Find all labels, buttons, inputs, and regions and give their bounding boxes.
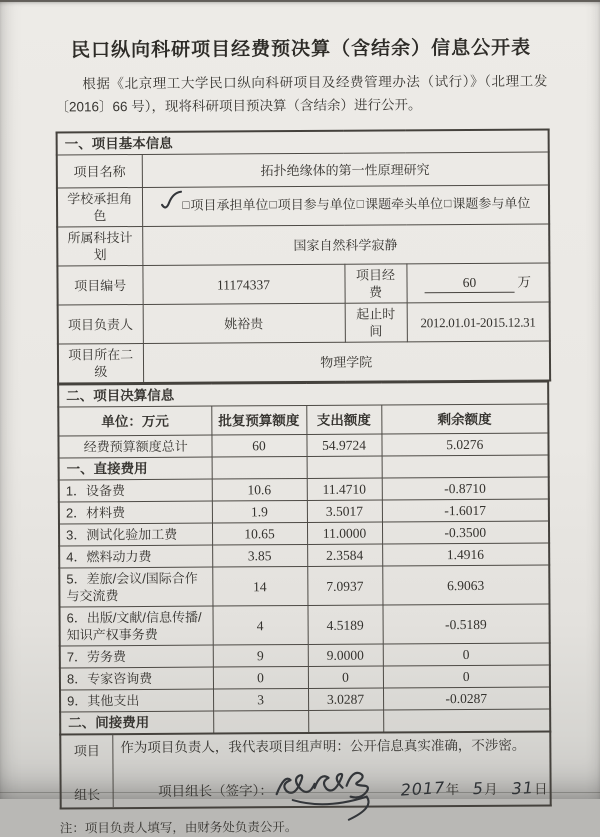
project-leader-value: 姚裕贵 (143, 303, 345, 343)
school-role-label: 学校承担角色 (57, 187, 142, 227)
budget-row (59, 477, 549, 502)
budget-row (59, 565, 549, 607)
budget-header-approved: 批复预算额度 (211, 405, 306, 435)
date-day-handwritten: 31 (511, 777, 535, 798)
school-role-row (57, 185, 549, 227)
budget-row-label: 8．专家咨询费 (60, 667, 213, 690)
budget-cell-remain (383, 709, 550, 733)
date-month-handwritten: 5 (472, 778, 485, 798)
budget-cell-remain: -0.0287 (383, 687, 550, 710)
budget-section-row (58, 381, 548, 406)
role-option-checked (181, 198, 268, 214)
date-day-label: 日 (534, 781, 548, 797)
budget-cell-budget: 14 (212, 566, 307, 606)
budget-row (59, 455, 549, 480)
budget-row-label: 经费预算额度总计 (58, 435, 211, 458)
department-row (58, 341, 550, 384)
budget-cell-budget: 3 (213, 688, 308, 711)
budget-cell-budget: 3.85 (212, 544, 307, 567)
budget-row (60, 665, 550, 690)
budget-cell-spent: 11.0000 (307, 522, 382, 544)
form-content (55, 32, 552, 836)
signature-label: 项目组长（签字）： (158, 783, 273, 799)
budget-cell-remain: -0.8710 (382, 477, 549, 500)
budget-row (60, 709, 550, 734)
budget-row-label: 5．差旅/会议/国际合作与交流费 (59, 567, 212, 607)
role-option-label: 课题牵头单位 (364, 196, 444, 213)
declaration-block (59, 731, 551, 809)
role-options-list (181, 196, 530, 213)
budget-cell-budget: 10.6 (212, 478, 307, 501)
declaration-right-cell (113, 731, 549, 807)
budget-cell-remain: 6.9063 (382, 565, 549, 605)
budget-cell-remain: -0.5189 (382, 604, 549, 644)
budget-row-label: 二、间接费用 (60, 711, 213, 734)
budget-header-unit: 单位：万元 (58, 406, 211, 436)
budget-cell-remain: 5.0276 (381, 433, 548, 456)
budget-row-label: 6．出版/文献/信息传播/知识产权事务费 (59, 606, 212, 646)
budget-header-row (58, 404, 548, 436)
declaration-left-line2: 组长 (74, 787, 101, 803)
budget-section-title: 二、项目决算信息 (58, 381, 548, 406)
intro-paragraph: 根据《北京理工大学民口纵向科研项目及经费管理办法（试行）》（北理工发〔2016〕66 号），现将科研项目预决算（含结余）进行公开。 (55, 73, 548, 115)
budget-cell-spent: 0 (308, 666, 383, 688)
project-leader-row (58, 302, 550, 344)
basic-info-section-title: 一、项目基本信息 (57, 129, 549, 155)
declaration-left-line1: 项目 (73, 743, 100, 759)
budget-cell-remain (382, 455, 549, 478)
role-option-label: 项目承担单位 (190, 197, 269, 214)
budget-row (60, 687, 550, 712)
budget-cell-budget (213, 710, 308, 733)
budget-cell-spent (308, 710, 383, 733)
budget-row-label: 1．设备费 (59, 479, 212, 502)
role-option (268, 197, 355, 213)
budget-row-label: 2．材料费 (59, 501, 212, 524)
project-funds-label: 项目经费 (344, 264, 406, 303)
budget-row-label: 7．劳务费 (60, 645, 213, 668)
handwritten-check-icon (160, 191, 184, 215)
footer-note: 注：项目负责人填写，由财务处负责公开。 (59, 820, 298, 836)
budget-cell-budget (212, 456, 307, 479)
budget-cell-budget: 1.9 (212, 500, 307, 523)
budget-cell-budget: 4 (212, 605, 307, 645)
program-label: 所属科技计划 (57, 226, 142, 266)
department-label: 项目所在二级 (58, 343, 143, 383)
project-name-value: 拓扑绝缘体的第一性原理研究 (142, 152, 549, 187)
budget-cell-remain: -1.6017 (382, 499, 549, 522)
page-title: 民口纵向科研项目经费预决算（含结余）信息公开表 (71, 37, 532, 62)
period-label: 起止时间 (345, 303, 407, 342)
role-option (356, 197, 443, 213)
project-name-row (57, 152, 549, 188)
project-name-label: 项目名称 (57, 154, 142, 188)
budget-row-label: 3．测试化验加工费 (59, 523, 212, 546)
budget-row-label: 9．其他支出 (60, 689, 213, 712)
budget-rows-body (58, 433, 550, 734)
signature-line (121, 777, 548, 806)
basic-info-table (56, 128, 552, 384)
budget-cell-spent: 54.9724 (306, 434, 381, 456)
checkbox-icon: □ (356, 197, 365, 212)
project-number-value: 11174337 (142, 264, 344, 304)
budget-cell-remain: 0 (383, 665, 550, 688)
budget-cell-budget: 60 (211, 434, 306, 457)
role-option (443, 196, 530, 212)
budget-row (58, 433, 548, 458)
budget-cell-remain: 1.4916 (382, 543, 549, 566)
budget-cell-budget: 0 (213, 666, 308, 689)
school-role-options (142, 185, 549, 226)
date-year-label: 年 (445, 782, 460, 798)
checkbox-icon: □ (269, 197, 277, 212)
budget-cell-spent: 11.4710 (307, 478, 382, 500)
project-funds-value-cell (406, 263, 549, 303)
project-leader-label: 项目负责人 (58, 304, 143, 344)
budget-cell-spent: 2.3584 (307, 544, 382, 566)
date-month-label: 月 (484, 781, 498, 797)
date-year-handwritten: 2017 (400, 777, 447, 800)
program-row (57, 224, 549, 266)
budget-row-label: 4．燃料动力费 (59, 545, 212, 568)
budget-cell-spent: 4.5189 (307, 605, 382, 644)
budget-row (59, 521, 549, 546)
basic-info-section-row (57, 129, 549, 155)
budget-row (59, 543, 549, 568)
declaration-statement: 作为项目负责人，我代表项目组声明：公开信息真实准确，不涉密。 (120, 737, 526, 756)
signature-scrawl (275, 777, 387, 800)
period-value: 2012.01.01-2015.12.31 (407, 302, 550, 342)
budget-header-spent: 支出额度 (306, 405, 381, 434)
budget-cell-remain: -0.3500 (382, 521, 549, 544)
declaration-left-cell (61, 734, 113, 807)
role-option-label: 项目参与单位 (277, 197, 356, 213)
department-value: 物理学院 (143, 341, 550, 383)
budget-row (59, 604, 549, 646)
budget-header-remaining: 剩余额度 (381, 404, 548, 434)
budget-row-label: 一、直接费用 (59, 457, 212, 480)
budget-cell-spent (307, 456, 382, 478)
program-value: 国家自然科学寂静 (142, 224, 549, 265)
project-number-label: 项目编号 (57, 265, 142, 305)
budget-cell-budget: 9 (213, 644, 308, 667)
checkbox-icon: □ (444, 196, 452, 211)
project-number-row (57, 263, 549, 305)
role-option-label: 课题参与单位 (452, 196, 531, 212)
budget-table (57, 380, 551, 735)
funds-unit: 万 (517, 274, 532, 290)
budget-cell-budget: 10.65 (212, 522, 307, 545)
budget-cell-spent: 7.0937 (307, 566, 382, 605)
budget-row (59, 499, 549, 524)
funds-amount: 60 (424, 273, 514, 293)
budget-cell-spent: 3.0287 (308, 688, 383, 710)
budget-cell-remain: 0 (383, 643, 550, 666)
budget-row (60, 643, 550, 668)
budget-cell-spent: 3.5017 (307, 500, 382, 522)
budget-cell-spent: 9.0000 (308, 644, 383, 666)
checkbox-icon: □ (182, 198, 190, 213)
